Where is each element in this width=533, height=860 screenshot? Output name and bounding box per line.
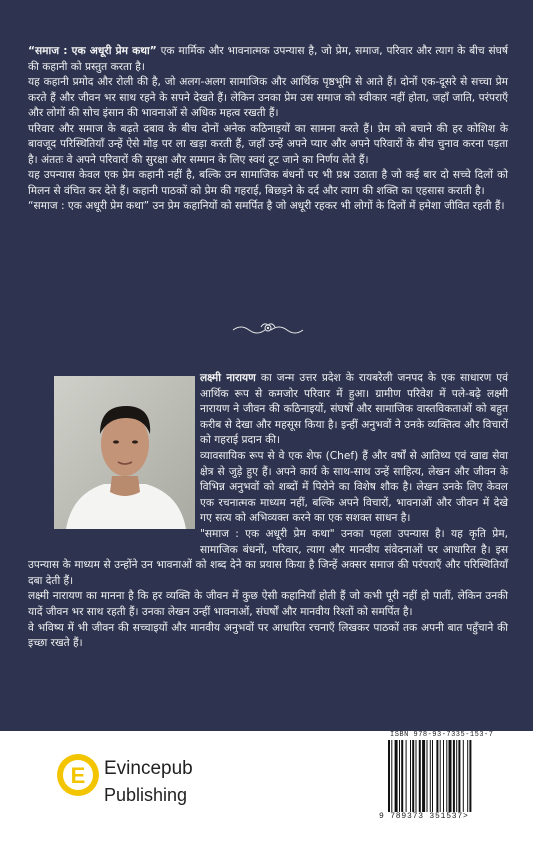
barcode-addon: > — [463, 812, 469, 821]
isbn-label: ISBN 978-93-7335-153-7 — [390, 731, 494, 739]
author-bio — [28, 371, 508, 652]
logo-letter: E — [70, 763, 86, 788]
blurb-paragraph-4: यह उपन्यास केवल एक प्रेम कहानी नहीं है, बल्कि उन सामाजिक बंधनों पर भी प्रश्न उठाता है जो कई बार दो सच्चे दिलों को मिलन से वंचित कर देते हैं। कहानी पाठकों को प्रेम की गहराई, बिछड़ने के दर्द और त्याग की शक्ति का एहसास कराती है। — [28, 169, 508, 197]
publisher-name-line-2: Publishing — [104, 785, 188, 805]
blurb-text: एक मार्मिक और भावनात्मक उपन्यास है, जो प्रेम, समाज, परिवार और त्याग के बीच संघर्ष की कहानी को प्रस्तुत करता है। — [28, 45, 508, 73]
blurb-paragraph-5: “समाज : एक अधूरी प्रेम कथा” उन प्रेम कहानियों को समर्पित है जो अधूरी रहकर भी लोगों के दिलों में हमेशा जीवित रहती हैं। — [28, 200, 505, 212]
blurb-paragraph-2: यह कहानी प्रमोद और रोली की है, जो अलग-अलग सामाजिक और आर्थिक पृष्ठभूमि से आते हैं। दोनों एक-दूसरे से सच्चा प्रेम करते हैं और जीवन भर साथ रहने के सपने देखते हैं। लेकिन उनका प्रेम उस समाज को स्वीकार नहीं होता, जहाँ जाति, परंपराएँ और लोगों की सोच इंसान की भावनाओं से अधिक महत्व रखती हैं। — [28, 76, 508, 119]
bio-paragraph-4: लक्ष्मी नारायण का मानना है कि हर व्यक्ति के जीवन में कुछ ऐसी कहानियाँ होती हैं जो कभी पूरी नहीं हो पातीं, लेकिन उनकी यादें जीवन भर साथ रहती हैं। उनका लेखन उन्हीं भावनाओं, संघर्षों और मानवीय रिश्तों को समर्पित है। — [28, 590, 508, 618]
book-title-quote: “समाज : एक अधूरी प्रेम कथा” — [28, 45, 157, 57]
ornament-divider — [231, 322, 305, 336]
barcode — [386, 740, 508, 812]
barcode-digits: 9 789373 351537 — [379, 812, 464, 821]
blurb — [28, 44, 508, 215]
blurb-paragraph-1 — [28, 44, 508, 75]
bio-paragraph-3: "समाज : एक अधूरी प्रेम कथा" उनका पहला उपन्यास है। यह कृति प्रेम, सामाजिक बंधनों, परिवार, त्याग और मानवीय संवेदनाओं पर आधारित है। इस उपन्यास के माध्यम से उन्होंने उन भावनाओं को शब्द देने का प्रयास किया है जिन्हें अक्सर समाज की परंपराएँ और परिस्थितियाँ दबा देती हैं। — [28, 527, 508, 587]
bio-paragraph-5: वे भविष्य में भी जीवन की सच्चाइयों और मानवीय अनुभवों पर आधारित रचनाएँ लिखकर पाठकों तक अपनी बात पहुँचाने की इच्छा रखते हैं। — [28, 621, 508, 650]
bio-text: का जन्म उत्तर प्रदेश के रायबरेली जनपद के एक साधारण एवं आर्थिक रूप से कमजोर परिवार में हुआ। ग्रामीण परिवेश में पले-बढ़े लक्ष्मी नारायण ने जीवन की कठिनाइयों, संघर्षों और सामाजिक वास्तविकताओं को बहुत करीब से देखा और महसूस किया है। इन्हीं अनुभवों ने उनके व्यक्तित्व और विचारों को गहराई प्रदान की। — [200, 372, 509, 447]
bio-paragraph-2: व्यावसायिक रूप से वे एक शेफ (Chef) हैं और वर्षों से आतिथ्य एवं खाद्य सेवा क्षेत्र से जुड़े हुए हैं। अपने कार्य के साथ-साथ उन्हें साहित्य, लेखन और जीवन के विभिन्न अनुभवों को शब्दों में पिरोने का विशेष शौक है। लेखन उनके लिए केवल एक रचनात्मक माध्यम नहीं, बल्कि अपने विचारों, भावनाओं और जीवन में देखे गए सत्य को अभिव्यक्त करने का एक सशक्त साधन है। — [200, 449, 508, 525]
blurb-paragraph-3: परिवार और समाज के बढ़ते दबाव के बीच दोनों अनेक कठिनाइयों का सामना करते हैं। प्रेम को बचाने की हर कोशिश के बावजूद परिस्थितियाँ उन्हें ऐसे मोड़ पर ला खड़ा करती हैं, जहाँ उन्हें अपने प्यार और अपने परिवारों के बीच चुनाव करना पड़ता है। अंततः वे अपने परिवारों की सुरक्षा और सम्मान के लिए स्वयं टूट जाने का निर्णय लेते हैं। — [28, 122, 508, 166]
author-name: लक्ष्मी नारायण — [200, 372, 256, 384]
barcode-number — [379, 812, 469, 821]
photo-space — [28, 371, 200, 547]
publisher-name-line-1: Evincepub — [104, 758, 193, 779]
